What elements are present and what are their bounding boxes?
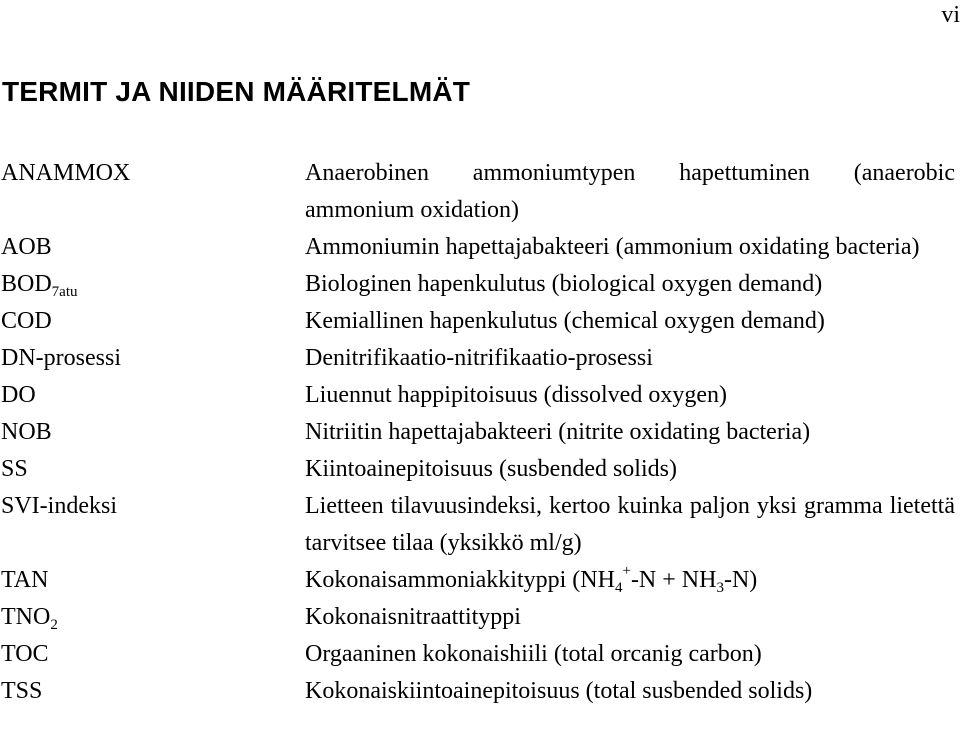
term-abbreviation: NOB — [1, 419, 52, 445]
term-definition: Denitrifikaatio-nitrifikaatio-prosessi — [305, 345, 653, 371]
term-definition — [305, 229, 955, 266]
term-row-tno2 — [0, 599, 960, 636]
term-definition: Lietteen tilavuusindeksi, kertoo kuinka paljon yksi gramma lietettä tarvitsee tilaa (yksikkö ml/g) — [305, 493, 955, 556]
term-abbreviation: AOB — [1, 234, 52, 260]
term-abbreviation: DN-prosessi — [1, 345, 121, 371]
term-row-anammox — [0, 155, 960, 229]
term-abbreviation: TAN — [1, 567, 49, 593]
term-abbreviation-subscript: 2 — [50, 617, 58, 633]
term-abbreviation-subscript: 7atu — [51, 284, 78, 300]
formula-text: -N + NH — [630, 567, 717, 593]
term-definition: Kiintoainepitoisuus (susbended solids) — [305, 456, 677, 482]
term-abbreviation — [0, 599, 305, 636]
term-row-dn-prosessi — [0, 340, 960, 377]
formula-subscript: 4 — [614, 580, 623, 596]
term-definition: Kokonaisnitraattityppi — [305, 604, 521, 630]
term-row-tss — [0, 673, 960, 710]
terms-list — [0, 155, 960, 710]
term-abbreviation: TSS — [1, 678, 43, 704]
formula-superscript: + — [622, 563, 631, 579]
term-row-tan — [0, 562, 960, 599]
term-definition: Biologinen hapenkulutus (biological oxygen demand) — [305, 271, 823, 297]
term-row-cod — [0, 303, 960, 340]
term-definition: Nitriitin hapettajabakteeri (nitrite oxidating bacteria) — [305, 419, 811, 445]
section-heading: TERMIT JA NIIDEN MÄÄRITELMÄT — [2, 76, 471, 107]
formula-text: -N) — [723, 567, 758, 593]
term-row-ss — [0, 451, 960, 488]
term-row-svi-indeksi — [0, 488, 960, 562]
term-row-bod — [0, 266, 960, 303]
term-row-aob — [0, 229, 960, 266]
term-definition: Kokonaiskiintoainepitoisuus (total susbended solids) — [305, 678, 813, 704]
term-definition — [305, 562, 955, 599]
term-row-nob — [0, 414, 960, 451]
term-abbreviation: SS — [1, 456, 28, 482]
term-abbreviation: ANAMMOX — [1, 160, 131, 186]
term-abbreviation-main: TNO — [1, 604, 51, 630]
formula-subscript: 3 — [716, 580, 724, 596]
term-abbreviation: SVI-indeksi — [1, 493, 117, 519]
formula-text: Kokonaisammoniakkityppi (NH — [305, 567, 615, 593]
page-number: vi — [941, 2, 960, 28]
term-definition: Anaerobinen ammoniumtypen hapettuminen (anaerobic ammonium oxidation) — [305, 160, 955, 223]
term-definition: Liuennut happipitoisuus (dissolved oxygen) — [305, 382, 727, 408]
term-row-toc — [0, 636, 960, 673]
term-abbreviation: TOC — [1, 641, 49, 667]
term-definition: Kemiallinen hapenkulutus (chemical oxygen demand) — [305, 308, 825, 334]
term-abbreviation — [0, 266, 305, 303]
term-definition: Orgaaninen kokonaishiili (total orcanig carbon) — [305, 641, 762, 667]
term-abbreviation-main: BOD — [1, 271, 52, 297]
term-abbreviation: DO — [1, 382, 36, 408]
term-row-do — [0, 377, 960, 414]
term-definition-text: Ammoniumin hapettajabakteeri (ammonium oxidating bacteria) — [305, 234, 920, 260]
term-abbreviation: COD — [1, 308, 52, 334]
